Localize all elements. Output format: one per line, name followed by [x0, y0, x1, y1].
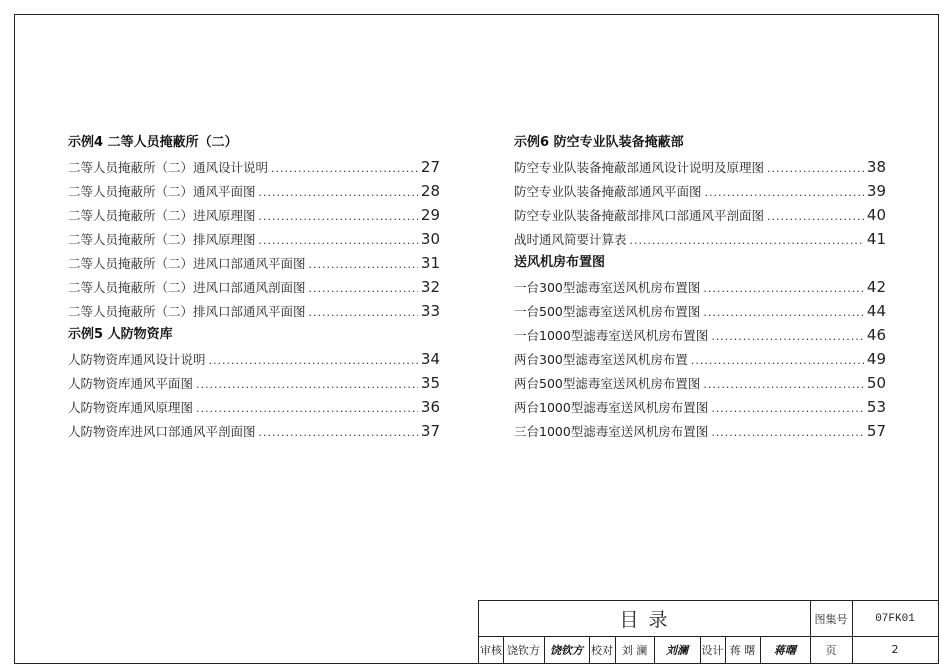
dot-leader	[259, 205, 418, 229]
toc-entry	[514, 323, 886, 347]
section	[514, 251, 886, 443]
entry-page: 36	[420, 398, 440, 416]
entry-title: 一台300型滤毒室送风机房布置图	[514, 280, 701, 295]
dot-leader	[259, 181, 418, 205]
dot-leader	[271, 157, 418, 181]
dot-leader	[703, 277, 864, 301]
entry-page: 57	[866, 422, 886, 440]
toc-entry	[68, 275, 440, 299]
section	[68, 323, 440, 443]
entry-page: 38	[866, 158, 886, 176]
entry-title: 人防物资库通风平面图	[68, 376, 194, 391]
review-signature: 饶钦方	[550, 643, 583, 657]
design-label: 设计	[701, 643, 724, 657]
dot-leader	[196, 397, 418, 421]
section-title: 示例4 二等人员掩蔽所（二）	[68, 135, 238, 150]
check-label: 校对	[591, 643, 613, 657]
toc-entry	[68, 203, 440, 227]
dot-leader	[711, 421, 864, 445]
dot-leader	[209, 349, 418, 373]
check-signature: 刘澜	[666, 643, 688, 657]
title-block	[478, 600, 939, 664]
design-signature: 蒋曙	[774, 643, 796, 657]
section-title: 示例6 防空专业队装备掩蔽部	[514, 135, 684, 150]
toc-entry	[68, 179, 440, 203]
toc-entry	[514, 419, 886, 443]
entry-page: 46	[866, 326, 886, 344]
toc-entry	[68, 155, 440, 179]
toc-left-column	[68, 131, 440, 443]
check-name: 刘 澜	[621, 643, 648, 657]
entry-title: 防空专业队装备掩蔽部通风平面图	[514, 184, 702, 199]
entry-page: 32	[420, 278, 440, 296]
dot-leader	[703, 301, 864, 325]
dot-leader	[259, 229, 418, 253]
toc-entry	[68, 251, 440, 275]
entry-title: 人防物资库通风原理图	[68, 400, 194, 415]
page-label: 页	[825, 643, 837, 657]
entry-page: 31	[420, 254, 440, 272]
entry-title: 二等人员掩蔽所（二）通风设计说明	[68, 160, 269, 175]
dot-leader	[711, 325, 864, 349]
dot-leader	[691, 349, 864, 373]
entry-page: 29	[420, 206, 440, 224]
entry-page: 37	[420, 422, 440, 440]
entry-title: 二等人员掩蔽所（二）排风口部通风平面图	[68, 304, 306, 319]
dot-leader	[630, 229, 864, 253]
atlas-number: 07FK01	[875, 612, 915, 625]
entry-page: 35	[420, 374, 440, 392]
entry-page: 39	[866, 182, 886, 200]
entry-title: 二等人员掩蔽所（二）进风原理图	[68, 208, 256, 223]
toc-entry	[68, 347, 440, 371]
toc-entry	[68, 227, 440, 251]
dot-leader	[309, 253, 418, 277]
entry-title: 两台1000型滤毒室送风机房布置图	[514, 400, 709, 415]
entry-title: 两台300型滤毒室送风机房布置	[514, 352, 688, 367]
entry-title: 一台500型滤毒室送风机房布置图	[514, 304, 701, 319]
entry-title: 两台500型滤毒室送风机房布置图	[514, 376, 701, 391]
section	[514, 131, 886, 251]
entry-page: 42	[866, 278, 886, 296]
dot-leader	[196, 373, 418, 397]
review-name: 饶钦方	[507, 643, 540, 657]
entry-title: 三台1000型滤毒室送风机房布置图	[514, 424, 709, 439]
dot-leader	[309, 301, 418, 325]
toc-entry	[514, 347, 886, 371]
toc-entry	[514, 203, 886, 227]
entry-title: 一台1000型滤毒室送风机房布置图	[514, 328, 709, 343]
dot-leader	[767, 157, 864, 181]
drawing-title: 目 录	[619, 609, 670, 631]
design-name: 蒋 曙	[729, 643, 756, 657]
entry-page: 50	[866, 374, 886, 392]
entry-title: 二等人员掩蔽所（二）通风平面图	[68, 184, 256, 199]
entry-title: 二等人员掩蔽所（二）进风口部通风平面图	[68, 256, 306, 271]
dot-leader	[309, 277, 418, 301]
entry-title: 人防物资库进风口部通风平剖面图	[68, 424, 256, 439]
dot-leader	[711, 397, 864, 421]
toc-entry	[514, 227, 886, 251]
entry-page: 40	[866, 206, 886, 224]
entry-page: 44	[866, 302, 886, 320]
dot-leader	[703, 373, 864, 397]
section-title: 示例5 人防物资库	[68, 327, 173, 342]
page-number: 2	[891, 643, 899, 656]
toc-entry	[514, 275, 886, 299]
entry-page: 28	[420, 182, 440, 200]
entry-title: 防空专业队装备掩蔽部排风口部通风平剖面图	[514, 208, 765, 223]
toc-entry	[514, 155, 886, 179]
toc-entry	[514, 371, 886, 395]
entry-title: 二等人员掩蔽所（二）进风口部通风剖面图	[68, 280, 306, 295]
toc-entry	[514, 179, 886, 203]
entry-page: 30	[420, 230, 440, 248]
entry-page: 41	[866, 230, 886, 248]
toc-entry	[514, 299, 886, 323]
toc-right-column	[514, 131, 886, 443]
toc-entry	[68, 395, 440, 419]
atlas-label: 图集号	[814, 612, 848, 626]
entry-title: 人防物资库通风设计说明	[68, 352, 206, 367]
dot-leader	[767, 205, 864, 229]
toc-entry	[514, 395, 886, 419]
review-label: 审核	[480, 643, 502, 657]
dot-leader	[259, 421, 418, 445]
entry-page: 34	[420, 350, 440, 368]
entry-page: 49	[866, 350, 886, 368]
entry-title: 战时通风简要计算表	[514, 232, 627, 247]
entry-page: 53	[866, 398, 886, 416]
toc-entry	[68, 371, 440, 395]
dot-leader	[705, 181, 864, 205]
entry-title: 防空专业队装备掩蔽部通风设计说明及原理图	[514, 160, 765, 175]
toc-entry	[68, 299, 440, 323]
entry-title: 二等人员掩蔽所（二）排风原理图	[68, 232, 256, 247]
entry-page: 33	[420, 302, 440, 320]
toc-entry	[68, 419, 440, 443]
entry-page: 27	[420, 158, 440, 176]
section-title: 送风机房布置图	[514, 255, 606, 270]
section	[68, 131, 440, 323]
